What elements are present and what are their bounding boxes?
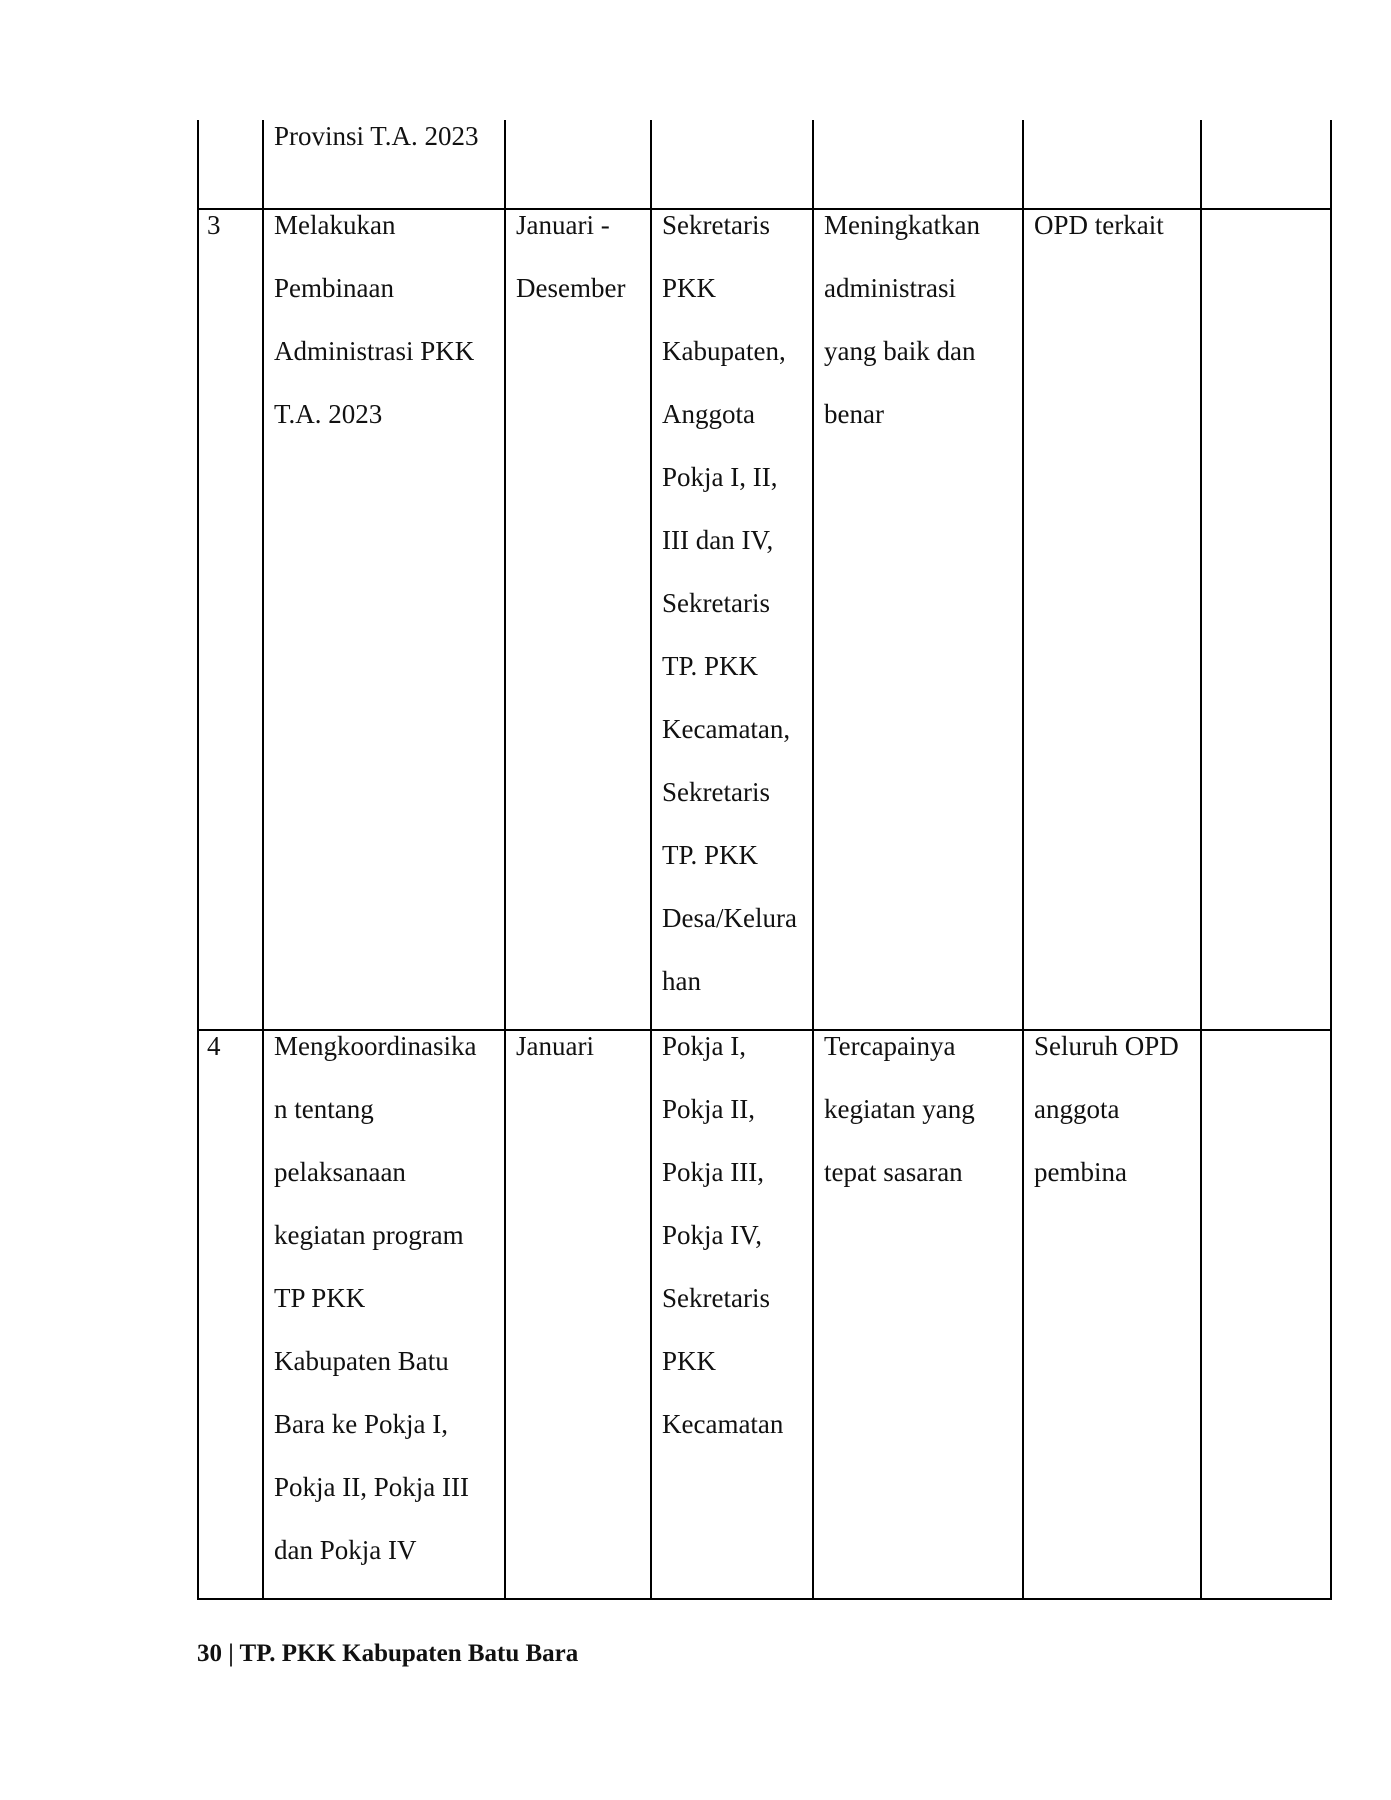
column-divider bbox=[1022, 120, 1024, 1600]
table-cell-no: 3 bbox=[207, 210, 221, 240]
column-divider bbox=[1200, 120, 1202, 1600]
table-cell-mitra: Seluruh OPD anggota pembina bbox=[1034, 1031, 1179, 1187]
column-divider bbox=[504, 120, 506, 1600]
table-cell-kegiatan: Melakukan Pembinaan Administrasi PKK T.A. 2023 bbox=[274, 210, 475, 429]
table-cell-kegiatan: Mengkoordinasika n tentang pelaksanaan kegiatan program TP PKK Kabupaten Batu Bara ke Pokja I, Pokja II, Pokja III dan Pokja IV bbox=[274, 1031, 477, 1565]
table-cell-waktu: Januari bbox=[516, 1031, 594, 1061]
table-cell-waktu: Januari - Desember bbox=[516, 210, 626, 303]
column-divider bbox=[812, 120, 814, 1600]
table-cell-tujuan: Meningkatkan administrasi yang baik dan benar bbox=[824, 210, 980, 429]
table-cell-pelaksana: Sekretaris PKK Kabupaten, Anggota Pokja I, II, III dan IV, Sekretaris TP. PKK Kecamatan, Sekretaris TP. PKK Desa/Kelura han bbox=[662, 210, 797, 996]
table-cell-kegiatan: Provinsi T.A. 2023 bbox=[274, 121, 479, 151]
table-cell-tujuan: Tercapainya kegiatan yang tepat sasaran bbox=[824, 1031, 975, 1187]
table-border-left bbox=[197, 120, 199, 1600]
column-divider bbox=[650, 120, 652, 1600]
table-cell-mitra: OPD terkait bbox=[1034, 210, 1164, 240]
page-footer: 30 | TP. PKK Kabupaten Batu Bara bbox=[197, 1640, 579, 1667]
column-divider bbox=[262, 120, 264, 1600]
table-cell-pelaksana: Pokja I, Pokja II, Pokja III, Pokja IV, Sekretaris PKK Kecamatan bbox=[662, 1031, 784, 1439]
table-border-right bbox=[1330, 120, 1332, 1600]
table-cell-no: 4 bbox=[207, 1031, 221, 1061]
table-border-bottom bbox=[197, 1598, 1332, 1600]
